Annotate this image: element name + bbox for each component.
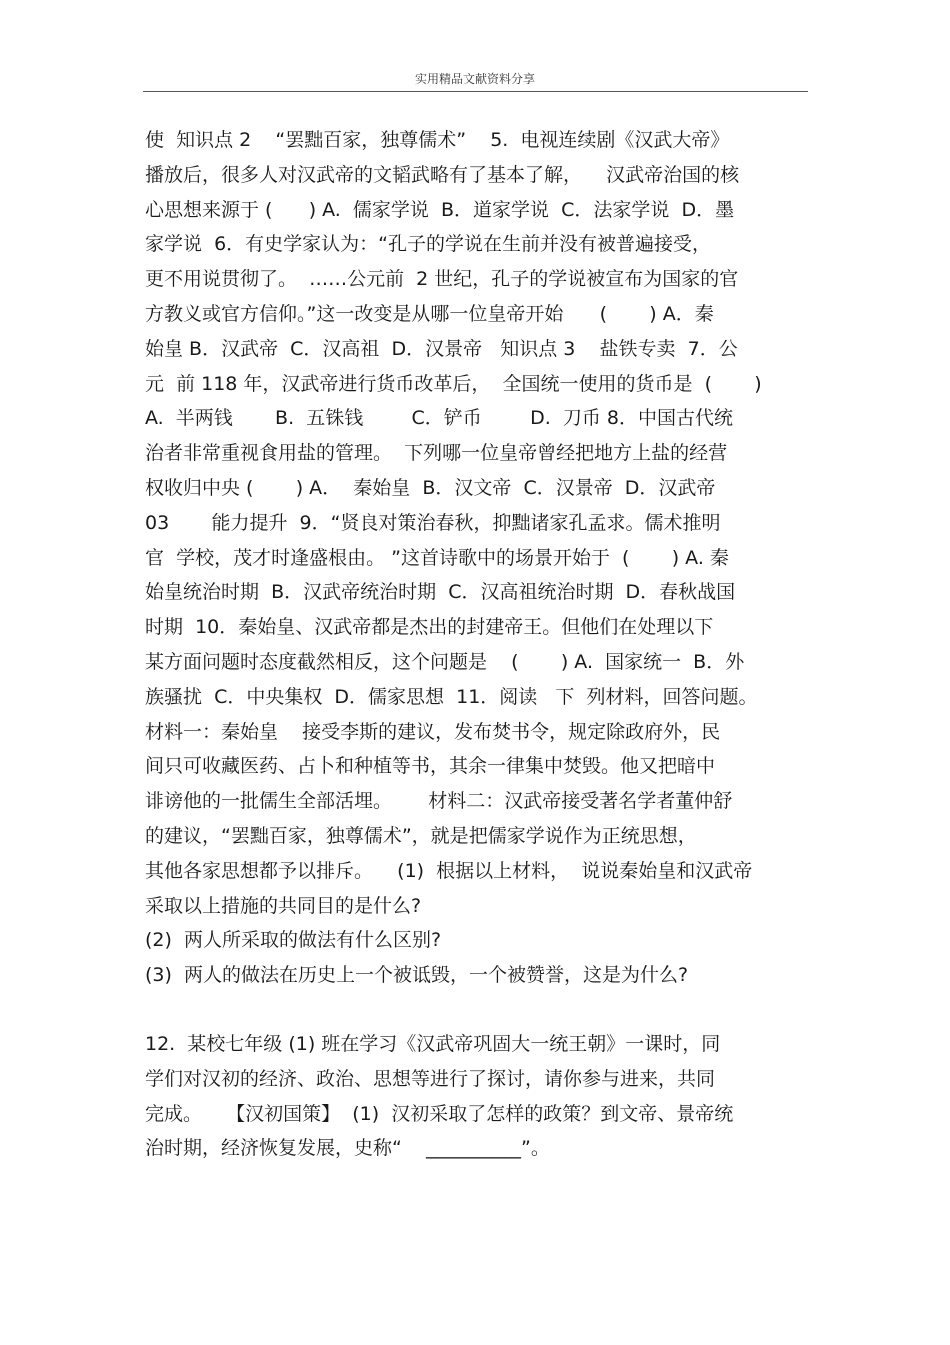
text-line: 始皇 B．汉武帝 C．汉高祖 D．汉景帝 知识点 3 盐铁专卖 7．公 <box>145 337 738 360</box>
text-line: 学们对汉初的经济、政治、思想等进行了探讨，请你参与进来，共同 <box>145 1067 716 1090</box>
text-line: 12. 某校七年级 (1) 班在学习《汉武帝巩固大一统王朝》一课时，同 <box>145 1032 721 1055</box>
text-line: 使 知识点 2 “罢黜百家，独尊儒术” 5. 电视连续剧《汉武大帝》 <box>145 129 730 151</box>
text-line: 始皇统治时期 B．汉武帝统治时期 C．汉高祖统治时期 D．春秋战国 <box>145 581 736 604</box>
text-line: 治时期，经济恢复发展，史称“ __________”。 <box>145 1137 550 1160</box>
text-line: 心思想来源于 ( ) A. 儒家学说 B．道家学说 C．法家学说 D．墨 <box>145 198 735 221</box>
text-line: 的建议，“罢黜百家，独尊儒术”，就是把儒家学说作为正统思想， <box>145 824 697 847</box>
text-line: 完成。 【汉初国策】 (1) 汉初采取了怎样的政策？到文帝、景帝统 <box>145 1102 734 1125</box>
text-line: 时期 10．秦始皇、汉武帝都是杰出的封建帝王。但他们在处理以下 <box>145 616 714 639</box>
document-body <box>145 123 815 1166</box>
text-line: 某方面问题时态度截然相反，这个问题是 ( ) A. 国家统一 B．外 <box>145 650 745 673</box>
text-line: 治者非常重视食用盐的管理。 下列哪一位皇帝曾经把地方上盐的经营 <box>145 442 728 465</box>
text-line: 播放后，很多人对汉武帝的文韬武略有了基本了解， 汉武帝治国的核 <box>145 163 740 186</box>
text-line: 权收归中央 ( ) A． 秦始皇 B．汉文帝 C．汉景帝 D．汉武帝 <box>145 476 716 499</box>
text-line: A. 半两钱 B. 五铢钱 C．铲币 D. 刀币 8．中国古代统 <box>145 407 733 430</box>
page-header: 实用精品文献资料分享 <box>414 72 535 86</box>
text-line: (2) 两人所采取的做法有什么区别? <box>145 929 442 952</box>
text-line: 元 前 118 年，汉武帝进行货币改革后， 全国统一使用的货币是 ( ) <box>145 372 762 395</box>
text-line: 间只可收藏医药、占卜和种植等书，其余一律集中焚毁。他又把暗中 <box>145 755 716 778</box>
text-line: 03 能力提升 9．“贤良对策治春秋，抑黜诸家孔孟求。儒术推明 <box>145 511 721 534</box>
text-line: 采取以上措施的共同目的是什么? <box>145 894 422 917</box>
text-line: 族骚扰 C．中央集权 D．儒家思想 11．阅读 下 列材料，回答问题。 <box>145 685 758 708</box>
text-line: 诽谤他的一批儒生全部活埋。 材料二：汉武帝接受著名学者董仲舒 <box>145 790 733 813</box>
header-rule <box>143 91 808 92</box>
paragraph-gap <box>145 993 815 1027</box>
text-line: 其他各家思想都予以排斥。 (1) 根据以上材料， 说说秦始皇和汉武帝 <box>145 859 753 882</box>
text-line: 材料一：秦始皇 接受李斯的建议，发布焚书令，规定除政府外，民 <box>145 720 721 743</box>
text-line: 家学说 6．有史学家认为：“孔子的学说在生前并没有被普遍接受， <box>145 233 712 256</box>
text-line: 官 学校，茂才时逢盛根由。 ”这首诗歌中的场景开始于 ( ) A. 秦 <box>145 546 729 569</box>
text-line: (3) 两人的做法在历史上一个被诋毁，一个被赞誉，这是为什么? <box>145 964 689 987</box>
text-line: 更不用说贯彻了。 ……公元前 2 世纪，孔子的学说被宣布为国家的官 <box>145 268 739 291</box>
text-line: 方教义或官方信仰。”这一改变是从哪一位皇帝开始 ( ) A．秦 <box>145 302 714 325</box>
